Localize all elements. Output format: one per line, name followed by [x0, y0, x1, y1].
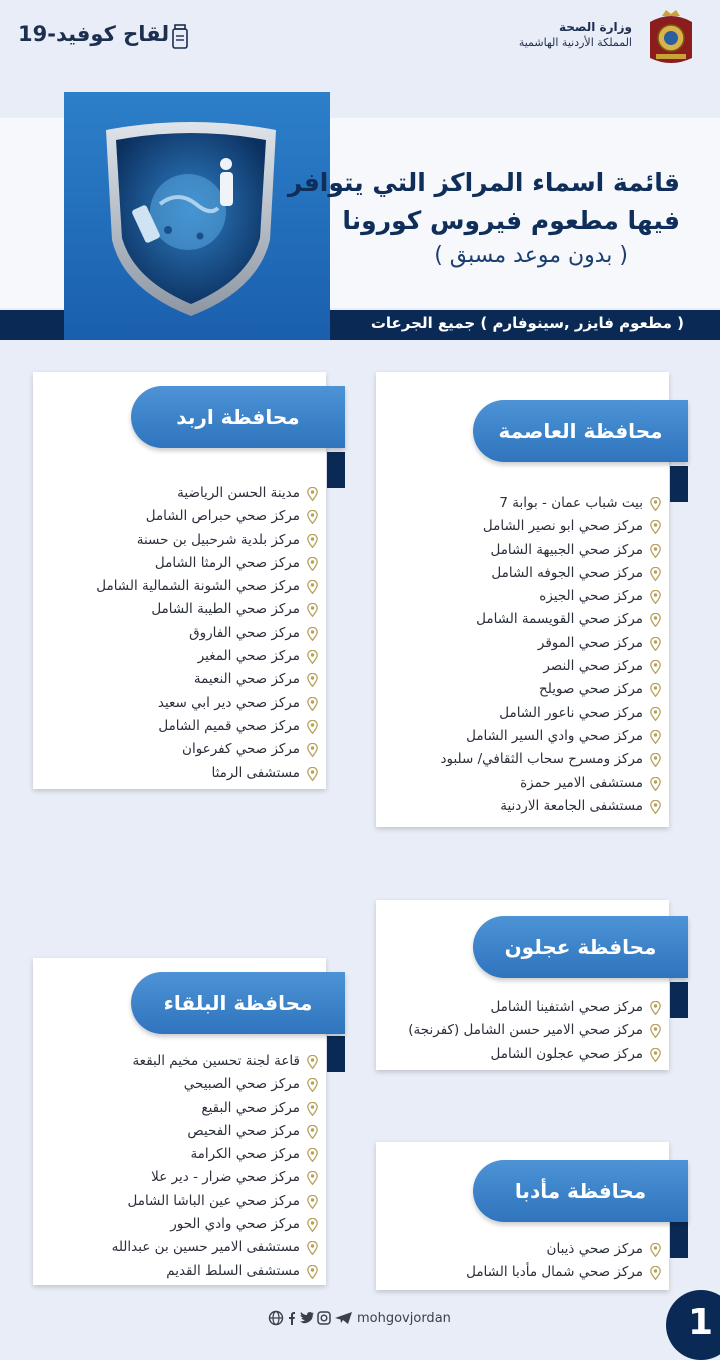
list-item-label: مركز صحي الجبيهة الشامل: [490, 541, 643, 558]
location-pin-icon: [650, 682, 661, 696]
list-item-label: مركز صحي الجيزه: [539, 588, 643, 605]
list-item-label: مركز صحي اشتفينا الشامل: [490, 999, 643, 1015]
location-pin-icon: [650, 1023, 661, 1037]
list-item-label: مركز صحي الموقر: [537, 634, 643, 651]
list-item: [376, 585, 661, 608]
instagram-icon: [318, 1312, 330, 1324]
tab-fold: [670, 1222, 688, 1258]
vaccine-type-text: ( مطعوم فايزر ,سينوفارم ) جميع الجرعات: [370, 314, 684, 332]
location-pin-icon: [307, 1077, 318, 1091]
list-item: [33, 575, 318, 598]
location-pin-icon: [307, 696, 318, 710]
list-item-label: مستشفى الرمثا: [211, 764, 300, 781]
list-item-label: مستشفى السلط القديم: [166, 1262, 300, 1279]
location-pin-icon: [307, 1101, 318, 1115]
list-item-label: مركز صحي شمال مأدبا الشامل: [466, 1264, 643, 1281]
capital-tab: [473, 400, 688, 462]
location-pin-icon: [307, 1194, 318, 1208]
location-pin-icon: [307, 1217, 318, 1231]
location-pin-icon: [650, 1047, 661, 1061]
ajloun-title: محافظة عجلون: [504, 935, 657, 959]
list-item: [33, 1213, 318, 1236]
social-icons: [268, 1310, 354, 1326]
location-pin-icon: [650, 589, 661, 603]
vaccine-vial-icon: [170, 24, 190, 50]
list-item: [33, 645, 318, 668]
list-item-label: مركز صحي قميم الشامل: [158, 717, 300, 734]
location-pin-icon: [650, 1242, 661, 1256]
list-item-label: مركز صحي حبراص الشامل: [145, 508, 300, 525]
capital-title: محافظة العاصمة: [498, 419, 663, 443]
list-item-label: مركز صحي ابو نصير الشامل: [482, 518, 643, 535]
location-pin-icon: [307, 626, 318, 640]
location-pin-icon: [307, 672, 318, 686]
telegram-icon: [335, 1312, 352, 1324]
list-item: [376, 748, 661, 771]
banner-line-1: قائمة اسماء المراكز التي يتوافر: [287, 168, 680, 197]
location-pin-icon: [307, 1240, 318, 1254]
tab-fold: [327, 1036, 345, 1072]
list-item: [376, 725, 661, 748]
list-item: [376, 1238, 661, 1261]
list-item: [33, 715, 318, 738]
page-number: 1: [666, 1290, 720, 1360]
footer-handle: mohgovjordan: [357, 1311, 451, 1326]
list-item: [33, 622, 318, 645]
list-item-label: مركز صحي الفاروق: [189, 624, 300, 641]
location-pin-icon: [307, 649, 318, 663]
location-pin-icon: [307, 486, 318, 500]
location-pin-icon: [650, 1000, 661, 1014]
list-item: [376, 492, 661, 515]
location-pin-icon: [307, 1124, 318, 1138]
balqa-tab: [131, 972, 345, 1034]
list-item-label: مركز صحي النعيمة: [193, 671, 300, 688]
list-item-label: مستشفى الامير حمزة: [520, 774, 643, 791]
tab-fold: [670, 466, 688, 502]
location-pin-icon: [307, 742, 318, 756]
balqa-title: محافظة البلقاء: [163, 991, 313, 1015]
location-pin-icon: [650, 659, 661, 673]
list-item-label: مركز صحي ذيبان: [546, 1241, 643, 1257]
location-pin-icon: [307, 556, 318, 570]
web-icon: [270, 1312, 283, 1325]
madaba-list: [376, 1238, 661, 1285]
facebook-icon: [289, 1312, 295, 1325]
banner-line-2: فيها مطعوم فيروس كورونا: [342, 206, 680, 235]
list-item: [33, 738, 318, 761]
twitter-icon: [300, 1312, 314, 1323]
list-item: [376, 562, 661, 585]
location-pin-icon: [307, 1054, 318, 1068]
banner-line-3: ( بدون موعد مسبق ): [434, 243, 628, 268]
ajloun-list: [376, 996, 661, 1066]
list-item-label: مركز صحي وادي السير الشامل: [466, 727, 643, 744]
list-item: [376, 608, 661, 631]
irbid-list: [33, 482, 318, 785]
list-item-label: مركز صحي كفرعوان: [182, 741, 300, 758]
irbid-title: محافظة اربد: [176, 405, 300, 429]
location-pin-icon: [307, 766, 318, 780]
list-item: [33, 1166, 318, 1189]
location-pin-icon: [650, 612, 661, 626]
header-title: لقاح كوفيد-19: [18, 22, 170, 46]
list-item-label: مركز صحي صويلح: [539, 681, 643, 698]
madaba-tab: [473, 1160, 688, 1222]
list-item: [33, 692, 318, 715]
list-item-label: مركز بلدية شرحبيل بن حسنة: [136, 531, 300, 548]
list-item-label: مستشفى الجامعة الاردنية: [500, 797, 643, 814]
location-pin-icon: [650, 776, 661, 790]
list-item-label: قاعة لجنة تحسين مخيم البقعة: [132, 1053, 300, 1069]
list-item: [376, 795, 661, 818]
ajloun-tab: [473, 916, 688, 978]
list-item-label: مركز صحي الصبيحي: [183, 1076, 300, 1093]
list-item-label: مركز صحي الطيبة الشامل: [151, 601, 300, 618]
list-item-label: مركز صحي الجوفه الشامل: [491, 564, 643, 581]
list-item: [376, 702, 661, 725]
vaccination-shield-illustration-icon: [98, 120, 284, 320]
list-item: [33, 1236, 318, 1259]
location-pin-icon: [307, 1147, 318, 1161]
list-item: [376, 1043, 661, 1066]
list-item-label: مركز صحي الامير حسن الشامل (كفرنجة): [408, 1022, 643, 1039]
madaba-title: محافظة مأدبا: [514, 1179, 647, 1203]
irbid-tab: [131, 386, 345, 448]
list-item-label: مركز صحي المغير: [197, 648, 300, 665]
tab-fold: [670, 982, 688, 1018]
location-pin-icon: [307, 579, 318, 593]
list-item: [33, 762, 318, 785]
list-item: [376, 539, 661, 562]
list-item-label: مركز صحي وادي الحور: [170, 1216, 300, 1233]
location-pin-icon: [650, 566, 661, 580]
list-item-label: مركز صحي عين الباشا الشامل: [127, 1192, 300, 1209]
list-item-label: مركز صحي البقيع: [201, 1099, 300, 1116]
ministry-name: وزارة الصحة: [558, 20, 632, 34]
location-pin-icon: [650, 519, 661, 533]
list-item-label: مركز صحي الكرامة: [190, 1146, 300, 1163]
list-item-label: مركز صحي ناعور الشامل: [499, 704, 643, 721]
list-item: [376, 655, 661, 678]
jordan-coat-of-arms-icon: [644, 8, 698, 68]
location-pin-icon: [307, 533, 318, 547]
list-item: [33, 598, 318, 621]
balqa-list: [33, 1050, 318, 1283]
list-item-label: مركز صحي القويسمة الشامل: [476, 611, 643, 628]
list-item-label: مركز صحي عجلون الشامل: [490, 1045, 643, 1062]
list-item-label: مركز صحي الشونة الشمالية الشامل: [96, 578, 300, 595]
list-item: [33, 668, 318, 691]
kingdom-name: المملكة الأردنية الهاشمية: [518, 36, 632, 49]
location-pin-icon: [307, 1170, 318, 1184]
list-item: [33, 1143, 318, 1166]
list-item-label: مركز صحي الفحيص: [187, 1122, 300, 1139]
list-item: [33, 1260, 318, 1283]
list-item: [376, 1019, 661, 1042]
location-pin-icon: [307, 602, 318, 616]
list-item: [33, 1073, 318, 1096]
list-item: [33, 1120, 318, 1143]
list-item: [376, 772, 661, 795]
location-pin-icon: [650, 729, 661, 743]
location-pin-icon: [650, 543, 661, 557]
list-item-label: مركز صحي ضرار - دير علا: [151, 1169, 300, 1186]
location-pin-icon: [650, 636, 661, 650]
list-item-label: مدينة الحسن الرياضية: [177, 485, 300, 501]
list-item-label: مركز صحي دير ابي سعيد: [157, 694, 300, 711]
list-item: [376, 1261, 661, 1284]
list-item: [376, 996, 661, 1019]
location-pin-icon: [307, 1264, 318, 1278]
list-item: [33, 1190, 318, 1213]
location-pin-icon: [650, 706, 661, 720]
list-item-label: مركز ومسرح سحاب الثقافي/ سلبود: [440, 751, 643, 768]
location-pin-icon: [650, 496, 661, 510]
list-item: [33, 482, 318, 505]
ministry-block: [519, 20, 632, 49]
location-pin-icon: [650, 1265, 661, 1279]
list-item: [376, 632, 661, 655]
list-item: [376, 515, 661, 538]
list-item: [33, 505, 318, 528]
list-item: [376, 678, 661, 701]
list-item-label: مركز صحي الرمثا الشامل: [154, 554, 300, 571]
location-pin-icon: [307, 509, 318, 523]
list-item: [33, 1050, 318, 1073]
list-item-label: بيت شباب عمان - بوابة 7: [499, 495, 643, 511]
list-item-label: مستشفى الامير حسين بن عبدالله: [111, 1239, 300, 1256]
location-pin-icon: [650, 799, 661, 813]
list-item: [33, 529, 318, 552]
list-item-label: مركز صحي النصر: [543, 658, 643, 675]
location-pin-icon: [650, 752, 661, 766]
list-item: [33, 1097, 318, 1120]
location-pin-icon: [307, 719, 318, 733]
tab-fold: [327, 452, 345, 488]
capital-list: [376, 492, 661, 818]
list-item: [33, 552, 318, 575]
